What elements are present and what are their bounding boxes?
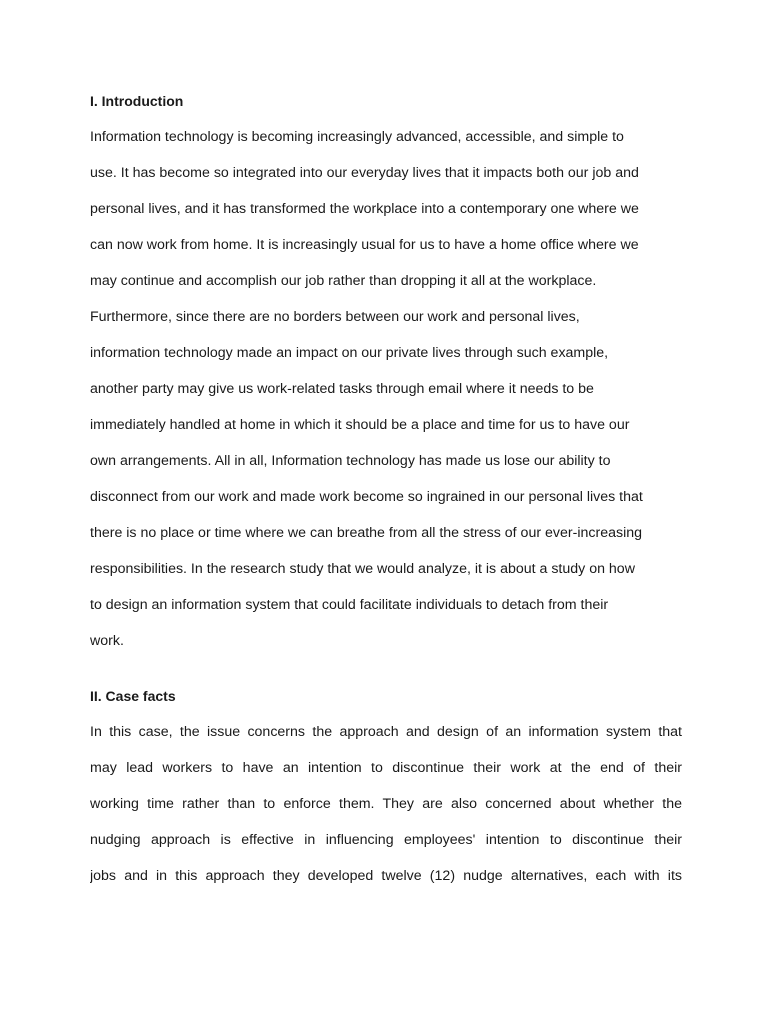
text-line: work. [90,633,124,649]
text-line: Information technology is becoming increasingly advanced, accessible, and simple to [90,129,624,145]
text-line: there is no place or time where we can breathe from all the stress of our ever-increasing [90,525,642,541]
text-line: can now work from home. It is increasingly usual for us to have a home office where we [90,237,639,253]
text-line: disconnect from our work and made work become so ingrained in our personal lives that [90,489,643,505]
case-facts-paragraph [90,714,682,894]
text-line: jobs and in this approach they developed twelve (12) nudge alternatives, each with its [90,868,682,884]
text-line: nudging approach is effective in influencing employees' intention to discontinue their [90,832,682,848]
text-line: use. It has become so integrated into our everyday lives that it impacts both our job and [90,165,639,181]
text-line: personal lives, and it has transformed the workplace into a contemporary one where we [90,201,639,217]
text-line: may continue and accomplish our job rather than dropping it all at the workplace. [90,273,597,289]
introduction-paragraph [90,119,643,659]
text-line: information technology made an impact on our private lives through such example, [90,345,609,361]
section-heading-case-facts: II. Case facts [90,688,176,704]
text-line: may lead workers to have an intention to discontinue their work at the end of their [90,760,682,776]
section-heading-introduction: I. Introduction [90,93,184,109]
text-line: own arrangements. All in all, Information technology has made us lose our ability to [90,453,611,469]
text-line: Furthermore, since there are no borders between our work and personal lives, [90,309,580,325]
text-line: immediately handled at home in which it should be a place and time for us to have our [90,417,630,433]
text-line: responsibilities. In the research study that we would analyze, it is about a study on how [90,561,635,577]
text-line: another party may give us work-related tasks through email where it needs to be [90,381,594,397]
text-line: to design an information system that could facilitate individuals to detach from their [90,597,609,613]
text-line: In this case, the issue concerns the approach and design of an information system that [90,724,682,740]
text-line: working time rather than to enforce them. They are also concerned about whether the [90,796,682,812]
